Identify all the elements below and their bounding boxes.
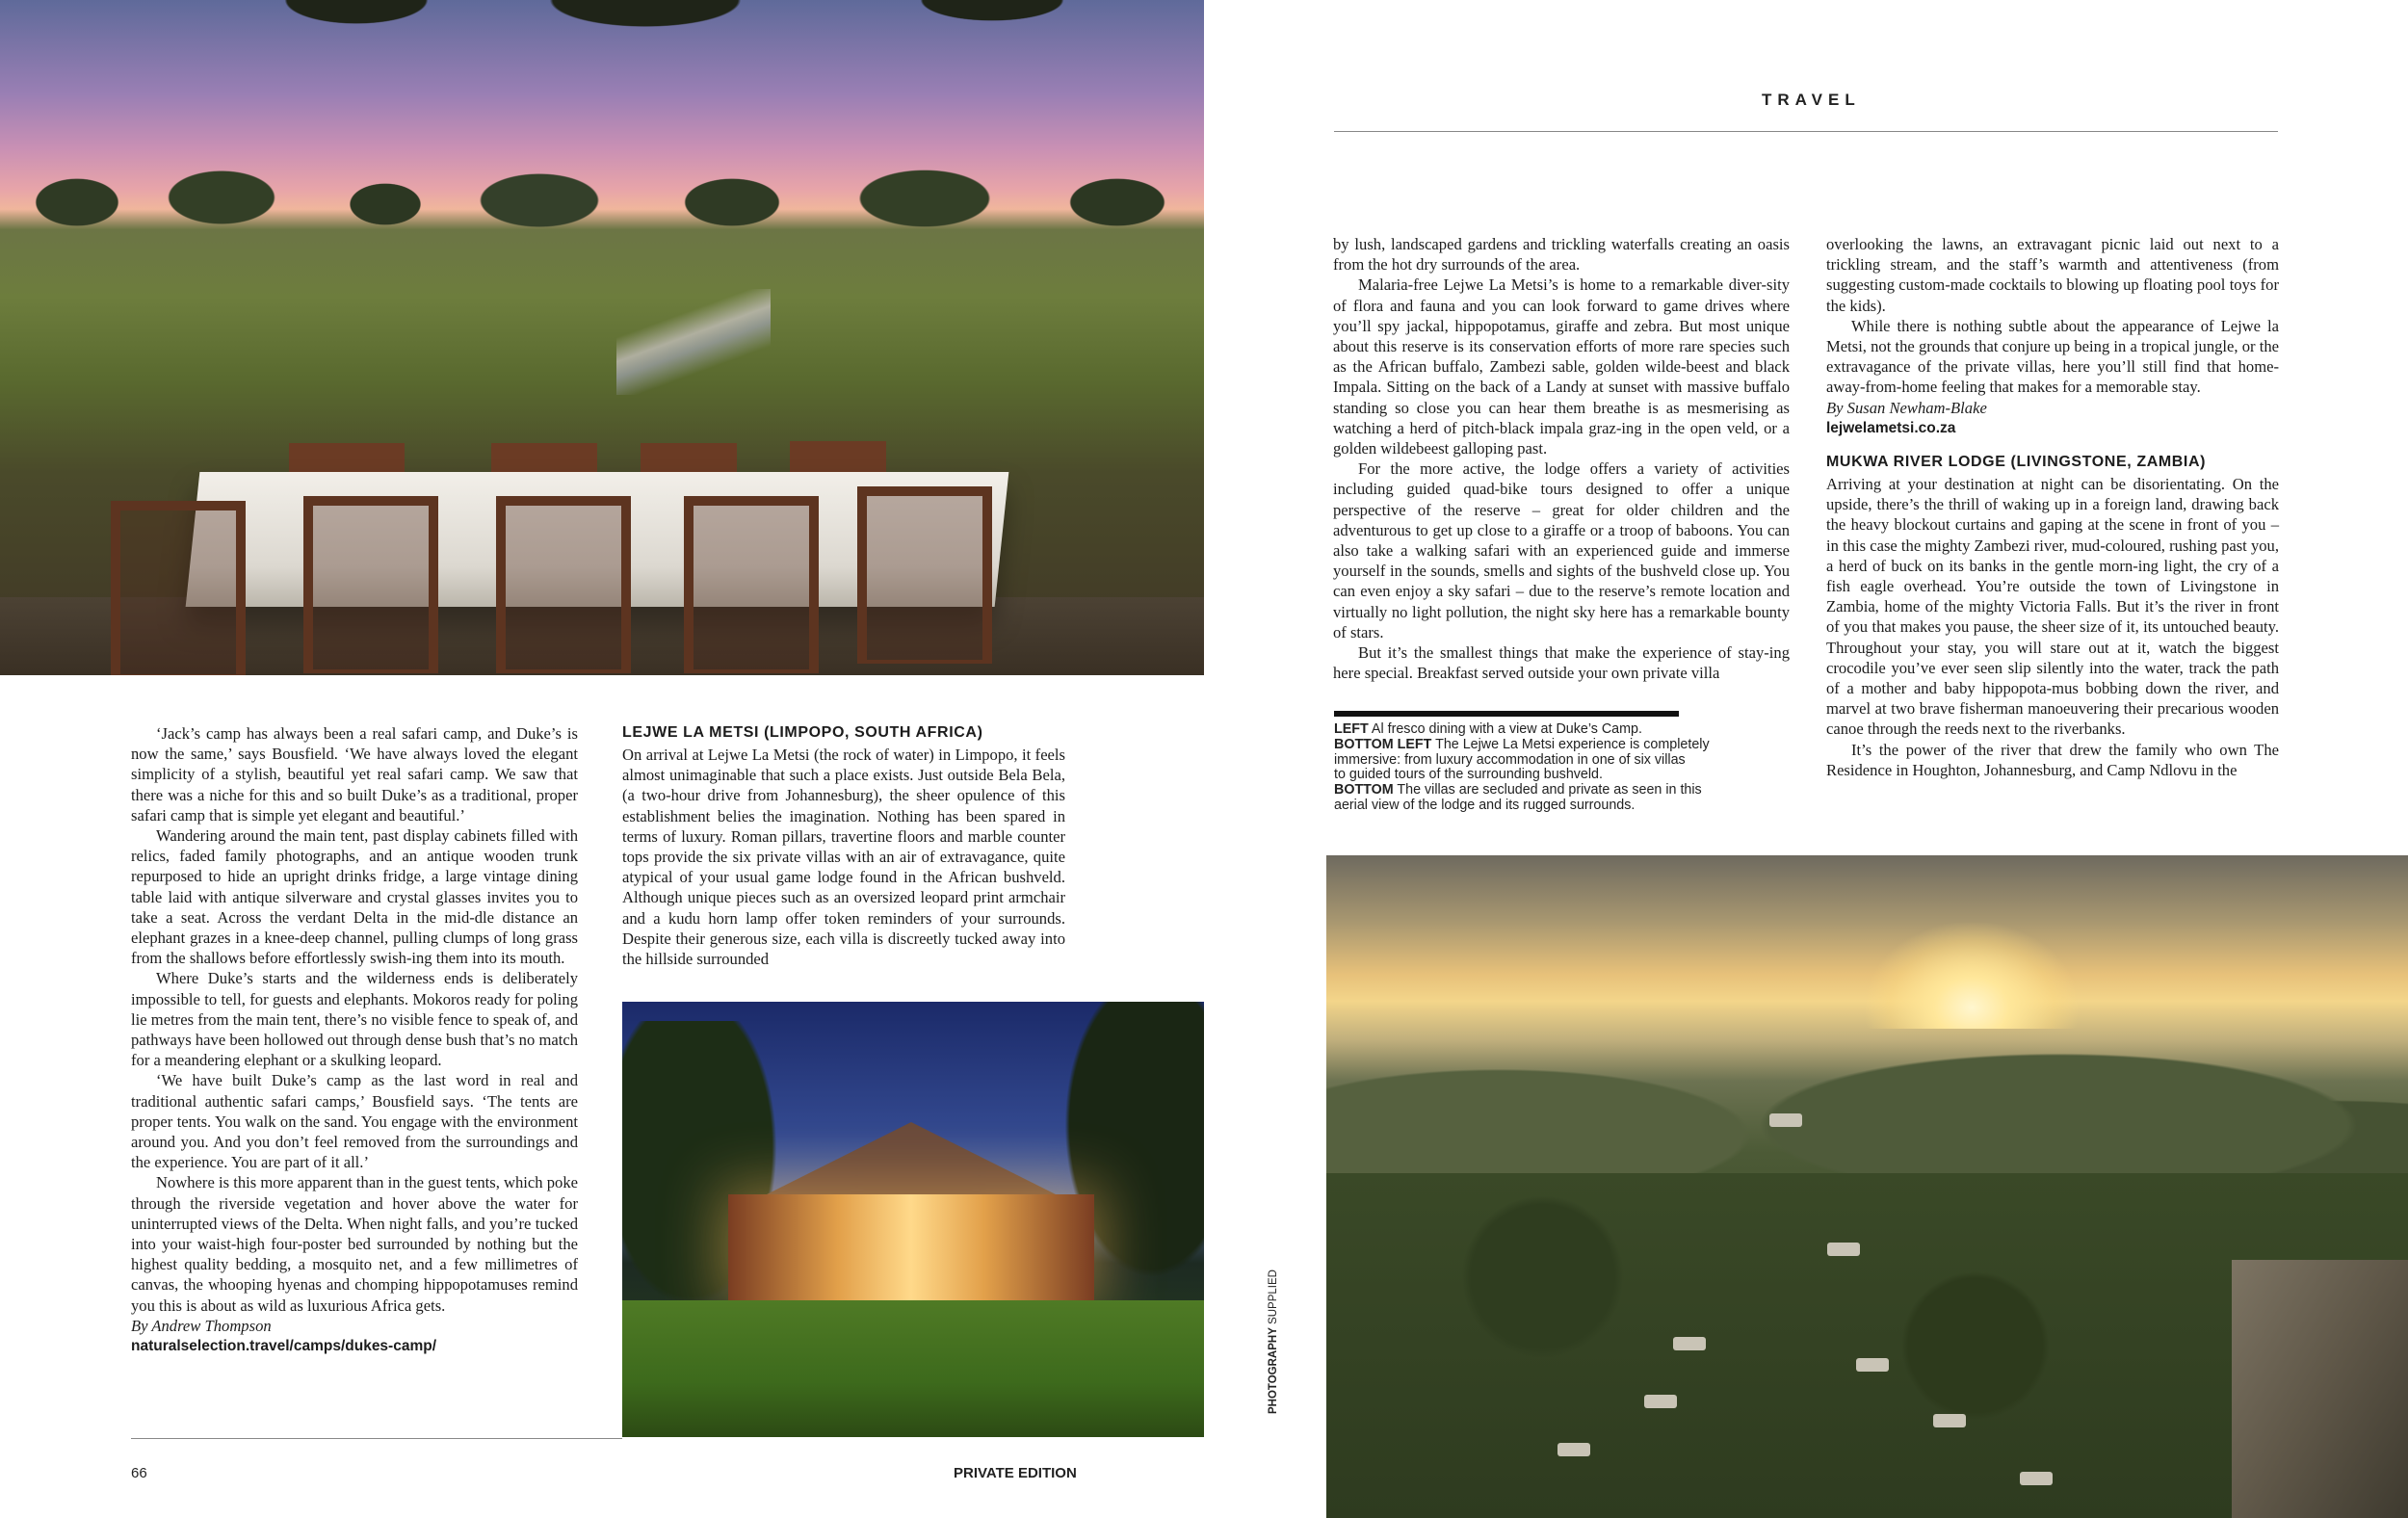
caption-line: immersive: from luxury accommodation in one of six villas — [1334, 751, 1686, 768]
photography-credit: PHOTOGRAPHY SUPPLIED — [1268, 1269, 1279, 1414]
article-column-3 — [1333, 234, 1790, 683]
website-link[interactable]: naturalselection.travel/camps/dukes-camp/ — [131, 1338, 437, 1355]
paragraph: Nowhere is this more apparent than in the guest tents, which poke through the riverside vegetation and hover above the water for uninterrupted views of the Delta. When night falls, and you’re tucked into your waist-high four-poster bed surrounded by nothing but the highest quality bedding, a mosquito net, and a few millimetres of canvas, the whooping hyenas and chomping hippopotamuses remind you this is about as wild as luxurious Africa gets. — [131, 1173, 578, 1315]
website-link[interactable]: lejwelametsi.co.za — [1826, 419, 1956, 436]
caption-line: LEFT Al fresco dining with a view at Duke’s Camp. — [1334, 721, 1642, 737]
page-number: 66 — [131, 1465, 147, 1481]
publication-name: PRIVATE EDITION — [954, 1465, 1077, 1481]
article-column-1 — [131, 723, 578, 1356]
caption-line: aerial view of the lodge and its rugged surrounds. — [1334, 797, 1636, 813]
paragraph: overlooking the lawns, an extravagant picnic laid out next to a trickling stream, and the staff’s warmth and attentiveness (from suggesting custom-made cocktails to blowing up floating pool toys for the kids). — [1826, 235, 2279, 315]
section-label: TRAVEL — [1762, 91, 1861, 109]
header-rule — [1334, 131, 2278, 132]
paragraph: by lush, landscaped gardens and trickling waterfalls creating an oasis from the hot dry surrounds of the area. — [1333, 235, 1790, 275]
section-heading: LEJWE LA METSI (LIMPOPO, SOUTH AFRICA) — [622, 724, 983, 741]
author-byline: By Andrew Thompson — [131, 1316, 272, 1335]
photo-captions — [1334, 711, 1787, 814]
lejwe-lodge-photo — [622, 1002, 1204, 1437]
caption-bar — [1334, 711, 1679, 717]
paragraph: For the more active, the lodge offers a variety of activities including guided quad-bike tours designed to offer a unique perspective of the reserve – great for older children and the adventurous to get up close to a giraffe or a troop of baboons. You can also take a walking safari with an experienced guide and immerse yourself in the sounds, smells and sights of the bushveld close up. You can even enjoy a sky safari – due to the reserve’s remote location and virtually no light pollution, the night sky here has a remarkable bounty of stars. — [1333, 459, 1790, 641]
paragraph: ‘We have built Duke’s camp as the last word in real and traditional authentic safari camps,’ Bousfield says. ‘The tents are proper tents. You walk on the sand. You engage with the environment around you. And you don’t feel removed from the surroundings and the experience. You are part of it all.’ — [131, 1071, 578, 1172]
paragraph: But it’s the smallest things that make the experience of stay-ing here special. Breakfast served outside your own private villa — [1333, 643, 1790, 683]
paragraph: While there is nothing subtle about the appearance of Lejwe la Metsi, not the grounds that conjure up being in a tropical jungle, or the extravagance of the private villas, here you’ll still find that home-away-from-home feeling that makes for a memorable stay. — [1826, 316, 2279, 397]
caption-line: BOTTOM The villas are secluded and private as seen in this — [1334, 782, 1702, 798]
article-column-2 — [622, 722, 1065, 969]
lejwe-aerial-photo — [1326, 855, 2408, 1518]
article-column-4 — [1826, 234, 2279, 780]
caption-line: to guided tours of the surrounding bushveld. — [1334, 767, 1603, 783]
author-byline: By Susan Newham-Blake — [1826, 398, 1987, 417]
section-heading: MUKWA RIVER LODGE (LIVINGSTONE, ZAMBIA) — [1826, 454, 2207, 471]
paragraph: It’s the power of the river that drew the family who own The Residence in Houghton, Johannesburg, and Camp Ndlovu in the — [1826, 740, 2279, 779]
dukes-camp-photo — [0, 0, 1204, 675]
paragraph: Malaria-free Lejwe La Metsi’s is home to a remarkable diver-sity of flora and fauna and you can look forward to game drives where you’ll spy jackal, hippopotamus, giraffe and zebra. But most unique about this reserve is its conservation efforts of more rare species such as the African buffalo, Zambezi sable, golden wilde-beest and black Impala. Sitting on the back of a Landy at sunset with massive buffalo standing so close you can hear them breathe is as mesmerising as watching a herd of pitch-black impala graz-ing in the open veld, or a golden wildebeest galloping past. — [1333, 275, 1790, 458]
paragraph: Arriving at your destination at night can be disorientating. On the upside, there’s the thrill of waking up in a foreign land, drawing back the heavy blockout curtains and gaping at the scene in front of you – in this case the mighty Zambezi river, mud-coloured, rushing past you, a herd of buck on its banks in the gentle morn-ing light, the cry of a fish eagle overhead. You’re outside the town of Livingstone in Zambia, home of the mighty Victoria Falls. But it’s the river in front of you that makes you pause, the sheer size of it, its untouched beauty. Throughout your stay, you will stare out at it, watch the biggest crocodile you’ve ever seen slip silently into the water, track the path of a mother and baby hippopota-mus bobbing down the river, and marvel at two brave fisherman manoeuvering their precarious wooden canoe through the reeds next to the riverbanks. — [1826, 475, 2279, 739]
column-1-bottom-rule — [131, 1438, 622, 1439]
caption-line: BOTTOM LEFT The Lejwe La Metsi experience is completely — [1334, 736, 1710, 752]
paragraph: Wandering around the main tent, past display cabinets filled with relics, faded family photographs, and an antique wooden trunk repurposed to hide an upright drinks fridge, a large vintage dining table laid with antique silverware and crystal glasses invites you to take a seat. Across the verdant Delta in the mid-dle distance an elephant grazes in a knee-deep channel, pulling clumps of long grass from the shallows before effortlessly swish-ing them into its mouth. — [131, 826, 578, 968]
paragraph: ‘Jack’s camp has always been a real safari camp, and Duke’s is now the same,’ says Bousfield. ‘We have always loved the elegant simplicity of a stylish, beautiful yet real safari camp. We saw that there was a niche for this and so built Duke’s as a traditional, proper safari camp that is simple yet elegant and beautiful.’ — [131, 724, 578, 824]
paragraph: Where Duke’s starts and the wilderness ends is deliberately impossible to tell, for guests and elephants. Mokoros ready for poling lie metres from the main tent, there’s no visible fence to speak of, and pathways have been hollowed out through dense bush that’s no match for a meandering elephant or a skulking leopard. — [131, 969, 578, 1070]
paragraph: On arrival at Lejwe La Metsi (the rock of water) in Limpopo, it feels almost unimaginable that such a place exists. Just outside Bela Bela, (a two-hour drive from Johannesburg), the sheer opulence of this establishment belies the imagination. Nothing has been spared in terms of luxury. Roman pillars, travertine floors and marble counter tops provide the six private villas with an air of extravagance, quite atypical of your usual game lodge found in the African bushveld. Although unique pieces such as an oversized leopard print armchair and a kudu horn lamp offer token reminders of your surrounds. Despite their generous size, each villa is discreetly tucked away into the hillside surrounded — [622, 746, 1065, 969]
